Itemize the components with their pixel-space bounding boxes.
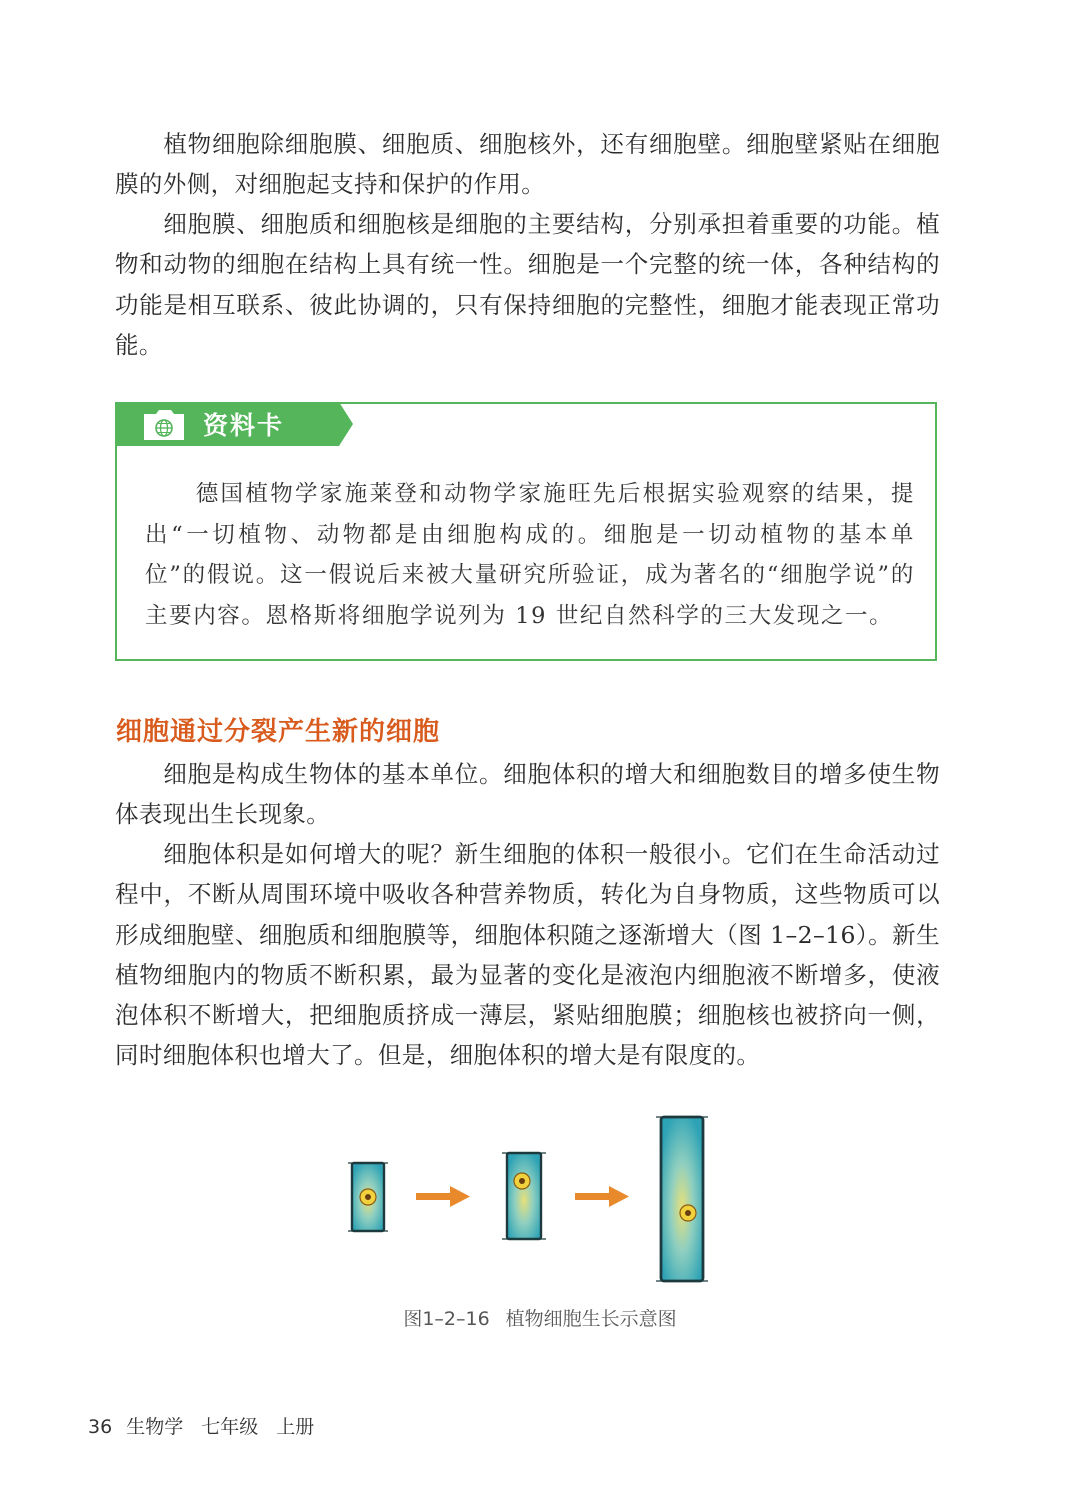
paragraph-cell-growth: [115, 834, 940, 1076]
info-card-tab: [115, 402, 353, 446]
paragraph-text: 细胞膜、细胞质和细胞核是细胞的主要结构，分别承担着重要的功能。植物和动物的细胞在结构上具有统一性。细胞是一个完整的统一体，各种结构的功能是相互联系、彼此协调的，只有保持细胞的完整性，细胞才能表现正常功能。: [115, 210, 940, 359]
growth-arrow-icon: [575, 1186, 629, 1207]
info-card-text: [145, 474, 915, 636]
figure-title: 植物细胞生长示意图: [505, 1308, 677, 1330]
growth-arrow-icon: [416, 1186, 470, 1207]
figure-number: 图1–2–16: [403, 1308, 490, 1330]
cell-growth-figure: [330, 1105, 750, 1295]
page-number: 36: [88, 1416, 113, 1438]
footer-subject: 生物学: [126, 1416, 184, 1438]
footer-volume: 上册: [276, 1416, 315, 1438]
paragraph-cell-structure: [115, 204, 940, 365]
figure-caption: [0, 1304, 1080, 1331]
info-card-body: 德国植物学家施莱登和动物学家施旺先后根据实验观察的结果，提出“一切植物、动物都是由细胞构成的。细胞是一切动植物的基本单位”的假说。这一假说后来被大量研究所验证，成为著名的“细胞学说”的主要内容。恩格斯将细胞学说列为 19 世纪自然科学的三大发现之一。: [145, 481, 915, 629]
section-heading: 细胞通过分裂产生新的细胞: [116, 717, 441, 747]
large-cell: [656, 1117, 708, 1281]
page-footer: [88, 1412, 332, 1439]
footer-grade: 七年级: [201, 1416, 259, 1438]
paragraph-text: 植物细胞除细胞膜、细胞质、细胞核外，还有细胞壁。细胞壁紧贴在细胞膜的外侧，对细胞起支持和保护的作用。: [115, 130, 940, 199]
cell-growth-illustration: [330, 1105, 750, 1295]
medium-cell: [502, 1153, 546, 1239]
info-card-title: 资料卡: [203, 411, 285, 440]
small-cell: [348, 1163, 388, 1231]
info-card: [115, 402, 937, 661]
paragraph-text: 细胞体积是如何增大的呢？新生细胞的体积一般很小。它们在生命活动过程中，不断从周围环境中吸收各种营养物质，转化为自身物质，这些物质可以形成细胞壁、细胞质和细胞膜等，细胞体积随之逐渐增大（图 1–2–16）。新生植物细胞内的物质不断积累，最为显著的变化是液泡内细胞液不断增多，使液泡体积不断增大，把细胞质挤成一薄层，紧贴细胞膜；细胞核也被挤向一侧，同时细胞体积也增大了。但是，细胞体积的增大是有限度的。: [115, 840, 940, 1070]
paragraph-cell-unit: [115, 754, 940, 835]
paragraph-text: 细胞是构成生物体的基本单位。细胞体积的增大和细胞数目的增多使生物体表现出生长现象。: [115, 760, 940, 829]
paragraph-plant-cell-wall: [115, 124, 940, 205]
